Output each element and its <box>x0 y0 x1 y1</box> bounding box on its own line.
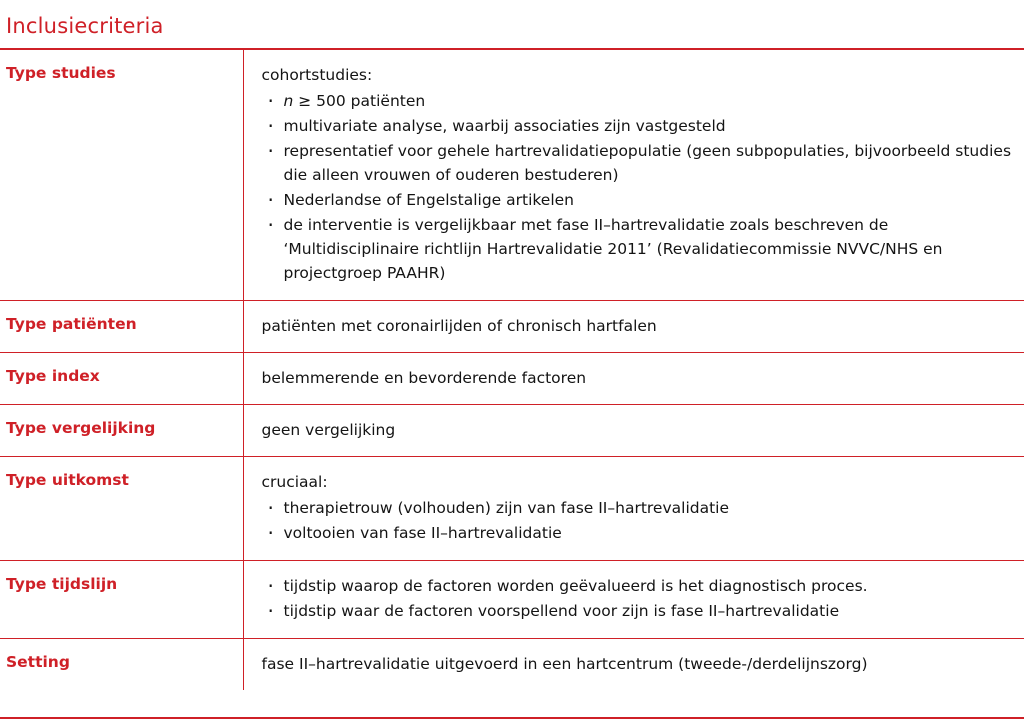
table-title-row <box>0 0 1024 48</box>
list-item: · representatief voor gehele hartrevalidatiepopulatie (geen subpopulaties, bijvoorbeeld studies die alleen vrouwen of ouderen bestuderen) <box>262 139 1017 187</box>
table-row <box>0 301 1024 353</box>
row-content-type-patienten <box>243 301 1024 353</box>
bullet-list <box>262 496 1017 545</box>
list-item: · de interventie is vergelijkbaar met fase II–hartrevalidatie zoals beschreven de ‘Multidisciplinaire richtlijn Hartrevalidatie 2011’ (Revalidatiecommissie NVVC/NHS en projectgroep PAAHR) <box>262 213 1017 285</box>
row-content-type-studies <box>243 50 1024 301</box>
content-lead: cruciaal: <box>261 473 328 492</box>
list-item: · tijdstip waar de factoren voorspellend voor zijn is fase II–hartrevalidatie <box>262 599 1017 623</box>
list-item: · Nederlandse of Engelstalige artikelen <box>262 188 1017 212</box>
table-row <box>0 639 1024 691</box>
table-row <box>0 50 1024 301</box>
bullet-list <box>262 89 1017 285</box>
bullet-list <box>262 574 1017 623</box>
list-item: · voltooien van fase II–hartrevalidatie <box>262 521 1017 545</box>
bottom-divider <box>0 717 1024 719</box>
row-label-type-vergelijking: Type vergelijking <box>0 405 243 457</box>
content-text: geen vergelijking <box>261 421 396 440</box>
row-label-type-patienten: Type patiënten <box>0 301 243 353</box>
page-title: Inclusiecriteria <box>6 14 164 38</box>
row-label-type-tijdslijn: Type tijdslijn <box>0 561 243 639</box>
criteria-table <box>0 50 1024 690</box>
row-label-type-uitkomst: Type uitkomst <box>0 457 243 561</box>
table-row <box>0 561 1024 639</box>
table-row <box>0 405 1024 457</box>
list-item: · n ≥ 500 patiënten <box>262 89 1017 113</box>
list-item: · therapietrouw (volhouden) zijn van fase II–hartrevalidatie <box>262 496 1017 520</box>
list-item: · tijdstip waarop de factoren worden geëvalueerd is het diagnostisch proces. <box>262 574 1017 598</box>
table-row <box>0 457 1024 561</box>
list-item: · multivariate analyse, waarbij associaties zijn vastgesteld <box>262 114 1017 138</box>
row-label-type-studies: Type studies <box>0 50 243 301</box>
row-content-setting <box>243 639 1024 691</box>
row-content-type-tijdslijn <box>243 561 1024 639</box>
table-row <box>0 353 1024 405</box>
content-lead: cohortstudies: <box>261 66 373 84</box>
content-text: patiënten met coronairlijden of chronisch hartfalen <box>261 317 657 336</box>
content-text: belemmerende en bevorderende factoren <box>261 369 587 388</box>
row-content-type-vergelijking <box>243 405 1024 457</box>
content-text: fase II–hartrevalidatie uitgevoerd in een hartcentrum (tweede-/derdelijnszorg) <box>261 655 868 674</box>
row-content-type-index <box>243 353 1024 405</box>
row-label-setting: Setting <box>0 639 243 691</box>
row-label-type-index: Type index <box>0 353 243 405</box>
row-content-type-uitkomst <box>243 457 1024 561</box>
